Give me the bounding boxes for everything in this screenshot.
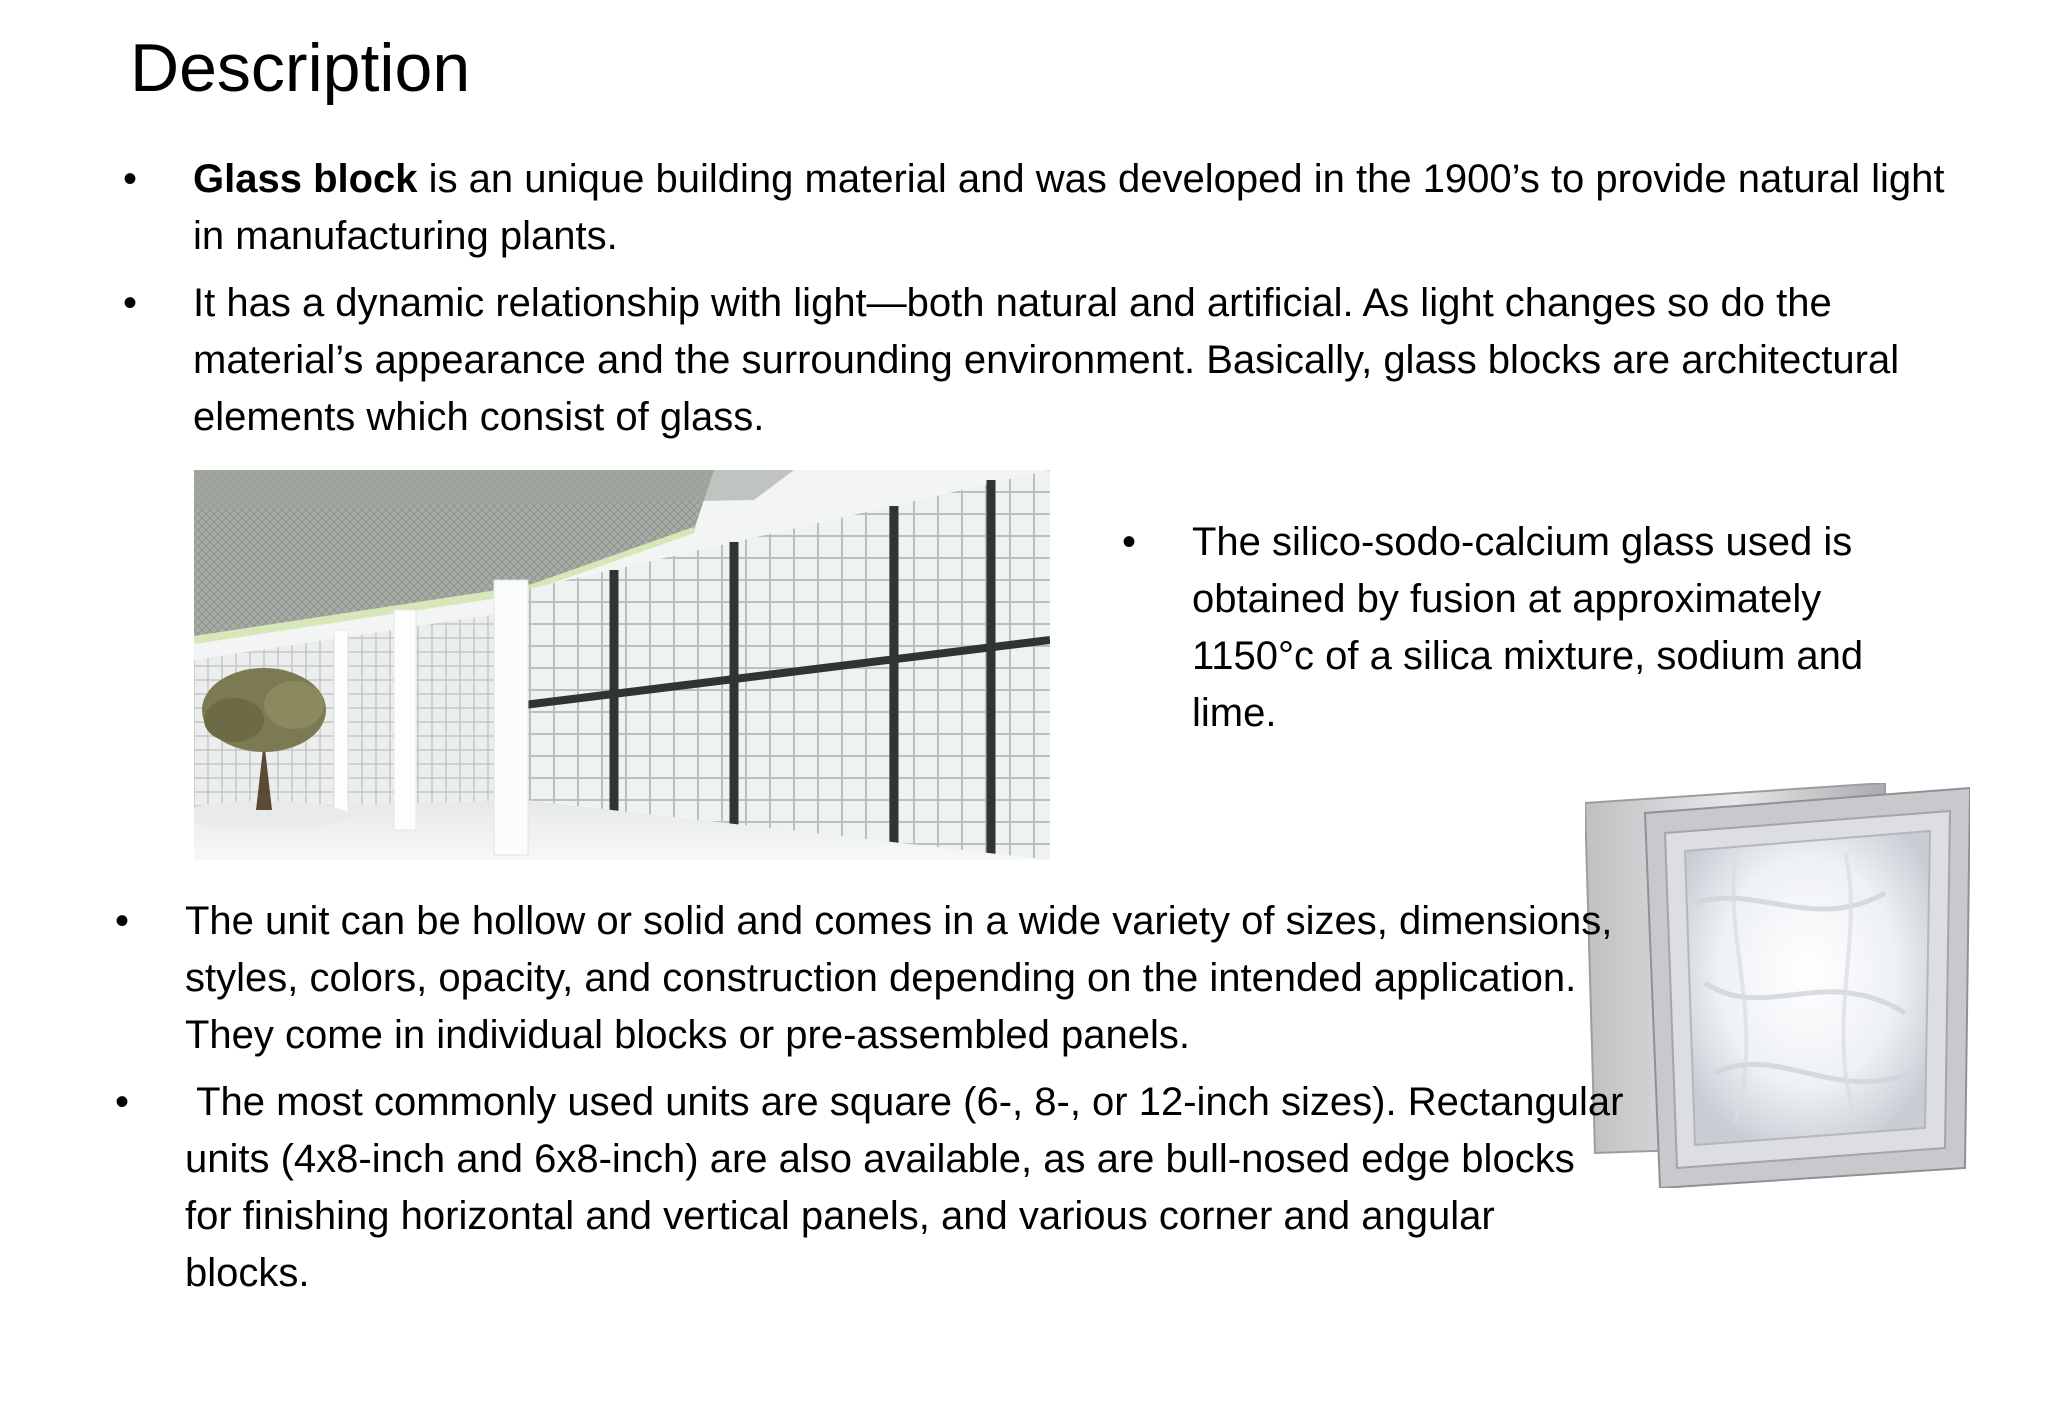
glass-block-photo (1585, 783, 1970, 1188)
bullet-item (115, 893, 1625, 1064)
bottom-bullet-list (115, 893, 1635, 1312)
bullet-marker: • (123, 281, 138, 325)
bullet-bold-term: Glass block (193, 157, 418, 201)
bullet-text: The silico-sodo-calcium glass used is obtained by fusion at approximately 1150°c of a silica mixture, sodium and lime. (1192, 520, 1864, 735)
glass-wall-interior-photo (194, 470, 1050, 860)
slide-title: Description (130, 30, 471, 106)
bullet-marker: • (123, 157, 138, 201)
bullet-text: The most commonly used units are square (6-, 8-, or 12-inch sizes). Rectangular units (4x8-inch and 6x8-inch) are also available, as are bull-nosed edge blocks for finishing horizontal and vertical panels, and various corner and angular blocks. (185, 1080, 1635, 1295)
bullet-text: is an unique building material and was developed in the 1900’s to provide natural light in manufacturing plants. (193, 157, 1945, 258)
bullet-text: The unit can be hollow or solid and comes in a wide variety of sizes, dimensions, styles, colors, opacity, and construction depending on the intended application. They come in individual blocks or pre-assembled panels. (185, 899, 1613, 1057)
bullet-item (1122, 514, 1952, 742)
bullet-item (123, 275, 1953, 446)
top-bullet-list (123, 151, 1953, 456)
right-bullet-list (1122, 514, 1952, 742)
bullet-marker: • (115, 1080, 130, 1124)
bullet-item (123, 151, 1953, 265)
bullet-item (115, 1074, 1635, 1302)
bullet-marker: • (115, 899, 130, 943)
bullet-text: It has a dynamic relationship with light—both natural and artificial. As light changes so do the material’s appearance and the surrounding environment. Basically, glass blocks are architectural elements which consist of glass. (193, 281, 1900, 439)
bullet-marker: • (1122, 520, 1137, 564)
